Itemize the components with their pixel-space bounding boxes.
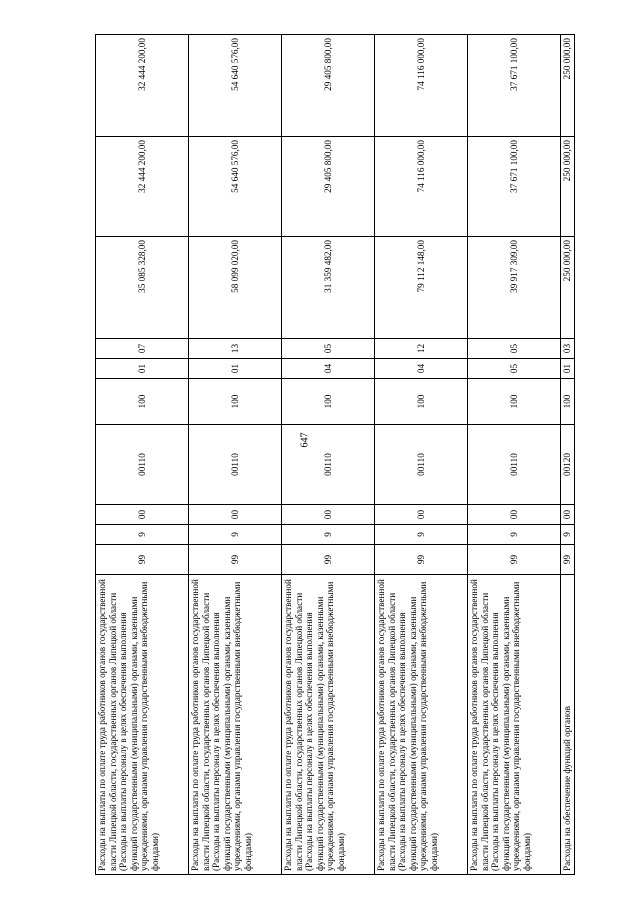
code-program: 99 (96, 545, 189, 575)
amount-year-3: 37 671 100,00 (468, 35, 561, 137)
row-description: Расходы на обеспечение функций органов (561, 575, 575, 875)
table-row (96, 35, 189, 875)
code-section: 04 (282, 359, 375, 379)
code-program: 99 (189, 545, 282, 575)
code-subsection: 05 (282, 339, 375, 359)
amount-year-3: 29 405 800,00 (282, 35, 375, 137)
code-subsection: 12 (375, 339, 468, 359)
code-subprogram: 9 (468, 525, 561, 545)
table-row (468, 35, 561, 875)
code-subsection: 03 (561, 339, 575, 359)
amount-year-3: 32 444 200,00 (96, 35, 189, 137)
amount-year-2: 29 405 800,00 (282, 137, 375, 237)
code-direction: 00120 (561, 425, 575, 505)
code-program: 99 (561, 545, 575, 575)
code-subprogram: 9 (375, 525, 468, 545)
amount-year-3: 74 116 000,00 (375, 35, 468, 137)
amount-year-1: 39 917 309,00 (468, 237, 561, 339)
amount-year-2: 32 444 200,00 (96, 137, 189, 237)
code-program: 99 (468, 545, 561, 575)
amount-year-2: 250 000,00 (561, 137, 575, 237)
table-row (189, 35, 282, 875)
code-subprogram: 9 (96, 525, 189, 545)
row-description: Расходы на выплаты по оплате труда работников органов государственной власти Липецкой области, государственных органов Липецкой области (Расходы на выплаты персоналу в целях обеспечения выполнения функций государственными (муниципальными) органами, казенными учреждениями, органами управления государственными внебюджетными фондами) (189, 575, 282, 875)
code-section: 04 (375, 359, 468, 379)
row-description: Расходы на выплаты по оплате труда работников органов государственной власти Липецкой области, государственных органов Липецкой области (Расходы на выплаты персоналу в целях обеспечения выполнения функций государственными (муниципальными) органами, казенными учреждениями, органами управления государственными внебюджетными фондами) (468, 575, 561, 875)
code-direction: 00110 (96, 425, 189, 505)
code-expense-type: 100 (561, 379, 575, 425)
code-expense-type: 100 (468, 379, 561, 425)
amount-year-1: 79 112 148,00 (375, 237, 468, 339)
code-expense-type: 100 (96, 379, 189, 425)
amount-year-2: 37 671 100,00 (468, 137, 561, 237)
row-description: Расходы на выплаты по оплате труда работников органов государственной власти Липецкой области, государственных органов Липецкой области (Расходы на выплаты персоналу в целях обеспечения выполнения функций государственными (муниципальными) органами, казенными учреждениями, органами управления государственными внебюджетными фондами) (282, 575, 375, 875)
code-expense-type: 100 (282, 379, 375, 425)
table-row (282, 35, 375, 875)
code-expense-type: 100 (189, 379, 282, 425)
code-main-event: 00 (375, 505, 468, 525)
code-subprogram: 9 (282, 525, 375, 545)
amount-year-1: 31 359 482,00 (282, 237, 375, 339)
code-main-event: 00 (96, 505, 189, 525)
code-expense-type: 100 (375, 379, 468, 425)
code-main-event: 00 (561, 505, 575, 525)
amount-year-1: 250 000,00 (561, 237, 575, 339)
code-direction: 00110 (189, 425, 282, 505)
table-row (561, 35, 575, 875)
code-subsection: 05 (468, 339, 561, 359)
code-section: 05 (468, 359, 561, 379)
page-number-text: 647 (299, 432, 311, 448)
code-main-event: 00 (282, 505, 375, 525)
row-description: Расходы на выплаты по оплате труда работников органов государственной власти Липецкой области, государственных органов Липецкой области (Расходы на выплаты персоналу в целях обеспечения выполнения функций государственными (муниципальными) органами, казенными учреждениями, органами управления государственными внебюджетными фондами) (96, 575, 189, 875)
code-direction: 00110 (468, 425, 561, 505)
code-main-event: 00 (468, 505, 561, 525)
code-section: 01 (96, 359, 189, 379)
table-row (375, 35, 468, 875)
amount-year-1: 58 099 020,00 (189, 237, 282, 339)
amount-year-2: 74 116 000,00 (375, 137, 468, 237)
code-direction: 00110 (375, 425, 468, 505)
code-section: 01 (561, 359, 575, 379)
code-main-event: 00 (189, 505, 282, 525)
table-body (96, 35, 575, 875)
code-subprogram: 9 (189, 525, 282, 545)
code-program: 99 (282, 545, 375, 575)
budget-table (95, 34, 575, 875)
budget-table-rotated (95, 35, 573, 875)
amount-year-2: 54 640 576,00 (189, 137, 282, 237)
code-program: 99 (375, 545, 468, 575)
amount-year-1: 35 085 328,00 (96, 237, 189, 339)
code-subsection: 13 (189, 339, 282, 359)
code-section: 01 (189, 359, 282, 379)
amount-year-3: 54 640 576,00 (189, 35, 282, 137)
code-direction: 00110 (282, 425, 375, 505)
row-description: Расходы на выплаты по оплате труда работников органов государственной власти Липецкой области, государственных органов Липецкой области (Расходы на выплаты персоналу в целях обеспечения выполнения функций государственными (муниципальными) органами, казенными учреждениями, органами управления государственными внебюджетными фондами) (375, 575, 468, 875)
amount-year-3: 250 000,00 (561, 35, 575, 137)
code-subprogram: 9 (561, 525, 575, 545)
code-subsection: 07 (96, 339, 189, 359)
